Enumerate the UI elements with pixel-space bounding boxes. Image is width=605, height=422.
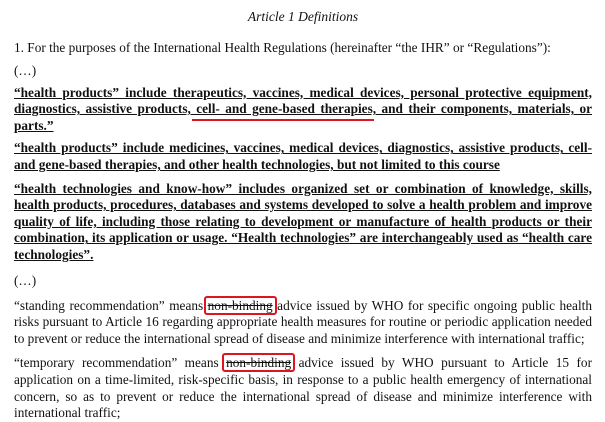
intro-paragraph: 1. For the purposes of the International Health Regulations (hereinafter “the IHR” or “Regulations”):	[14, 40, 551, 55]
standing-rec-struck-text: non-binding	[207, 297, 273, 313]
temporary-recommendation-definition	[14, 355, 592, 421]
standing-recommendation-definition	[14, 298, 592, 348]
temporary-rec-term: “temporary recommendation” means	[14, 355, 227, 371]
temporary-rec-struck-text: non-binding	[226, 355, 292, 371]
red-underline-annotation	[192, 119, 374, 121]
standing-rec-term: “standing recommendation” means	[14, 297, 208, 313]
article-title: Article 1 Definitions	[247, 9, 359, 24]
temporary-rec-body: advice issued by WHO pursuant to Article 15 for application on a time-limited, risk-specific basis, in response to a public health emergency of international concern, so as to prevent or reduce the international spread of disease and minimize interference with international traffic;	[14, 355, 592, 421]
health-products-definition-1-text: “health products” include therapeutics, vaccines, medical devices, personal protective equipment, diagnostics, assistive products, cell- and gene-based therapies, and their components, materials, or parts.”	[14, 84, 592, 133]
standing-rec-struck-word	[208, 298, 273, 313]
ellipsis-marker-2: (…)	[14, 272, 37, 288]
health-products-definition-1	[14, 85, 592, 135]
temporary-rec-struck-word	[226, 355, 291, 370]
document-page	[14, 0, 592, 422]
ellipsis-marker: (…)	[14, 62, 37, 78]
standing-rec-body: advice issued by WHO for specific ongoing public health risks pursuant to Article 16 regarding appropriate health measures for routine or periodic application needed to prevent or reduce the international spread of disease and minimize interference with international traffic;	[14, 297, 592, 346]
health-technologies-definition: “health technologies and know-how” includes organized set or combination of knowledge, skills, health products, procedures, databases and systems developed to solve a health problem and improve quality of life, including those relating to development or manufacture of health products or their combination, its application or usage. “Health technologies” are interchangeably used as “health care technologies”.	[14, 180, 592, 262]
health-products-definition-2: “health products” include medicines, vaccines, medical devices, diagnostics, assistive products, cell- and gene-based therapies, and other health technologies, but not limited to this course	[14, 140, 592, 172]
